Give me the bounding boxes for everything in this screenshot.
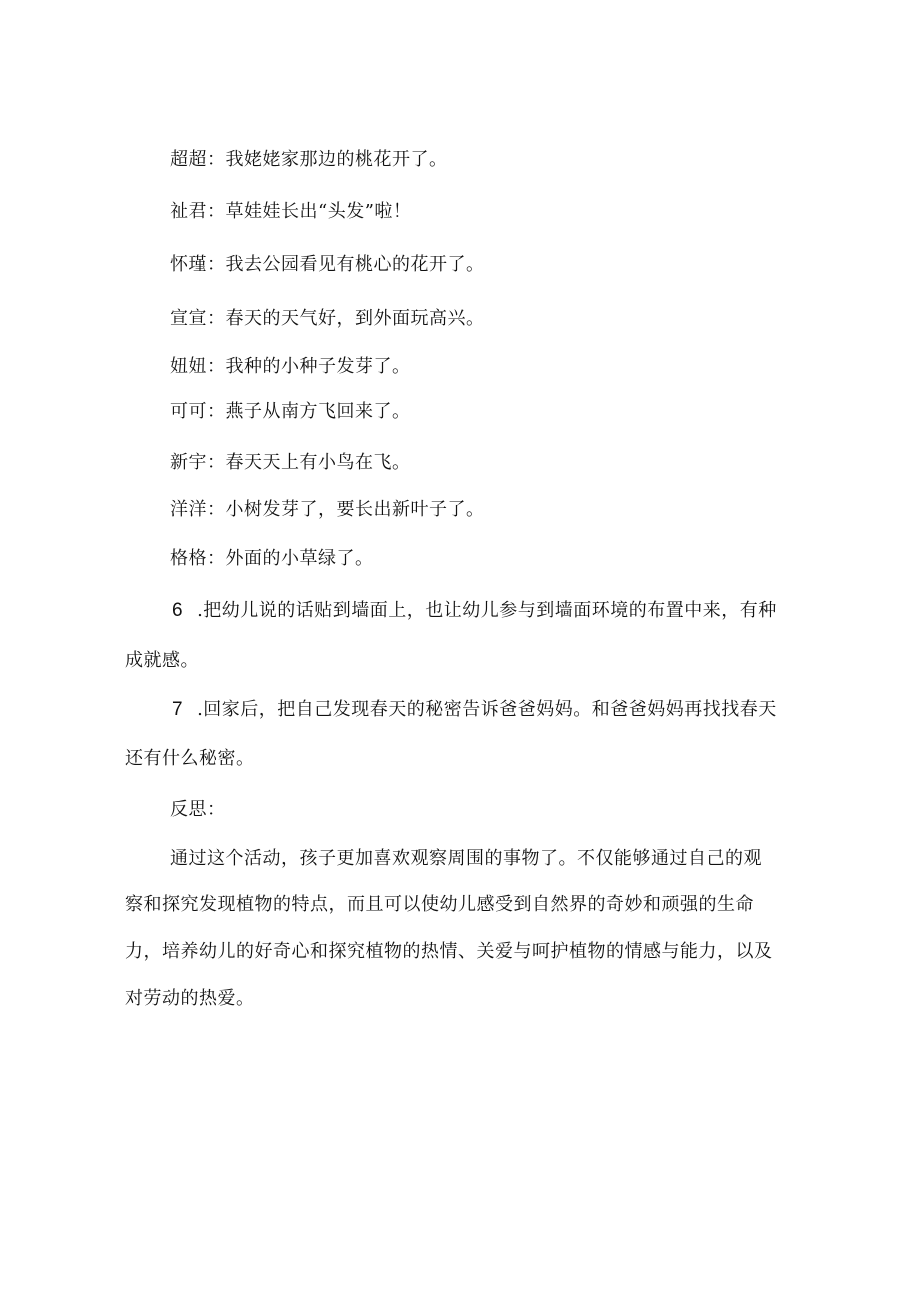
step-6-line-2: 成就感。 <box>125 650 199 671</box>
dialogue-line: 可可：燕子从南方飞回来了。 <box>170 401 411 422</box>
reflection-paragraph-line: 力，培养幼儿的好奇心和探究植物的热情、关爱与呵护植物的情感与能力，以及 <box>125 941 773 962</box>
dialogue-line: 妞妞：我种的小种子发芽了。 <box>170 356 411 377</box>
step-7-number: 7 <box>172 699 184 720</box>
step-6-text: .把幼儿说的话贴到墙面上，也让幼儿参与到墙面环境的布置中来，有种 <box>197 600 777 621</box>
dialogue-line: 宣宣：春天的天气好，到外面玩高兴。 <box>170 308 485 329</box>
dialogue-line: 新宇：春天天上有小鸟在飞。 <box>170 452 411 473</box>
reflection-paragraph-line: 通过这个活动，孩子更加喜欢观察周围的事物了。不仅能够通过自己的观 <box>170 848 762 869</box>
step-7-line-2: 还有什么秘密。 <box>125 748 255 769</box>
dialogue-line: 祉君：草娃娃长出“头发”啦！ <box>170 201 412 222</box>
reflection-heading: 反思： <box>170 799 226 820</box>
dialogue-line: 怀瑾：我去公园看见有桃心的花开了。 <box>170 254 485 275</box>
dialogue-line: 超超：我姥姥家那边的桃花开了。 <box>170 149 448 170</box>
reflection-paragraph-line: 察和探究发现植物的特点，而且可以使幼儿感受到自然界的奇妙和顽强的生命 <box>125 894 754 915</box>
step-6-number: 6 <box>172 600 184 621</box>
step-7-line-1 <box>172 699 777 721</box>
step-7-text: .回家后，把自己发现春天的秘密告诉爸爸妈妈。和爸爸妈妈再找找春天 <box>197 699 777 720</box>
step-6-line-1 <box>172 600 777 622</box>
dialogue-line: 格格：外面的小草绿了。 <box>170 548 374 569</box>
reflection-paragraph-line: 对劳动的热爱。 <box>125 988 255 1009</box>
dialogue-line: 洋洋：小树发芽了，要长出新叶子了。 <box>170 499 485 520</box>
